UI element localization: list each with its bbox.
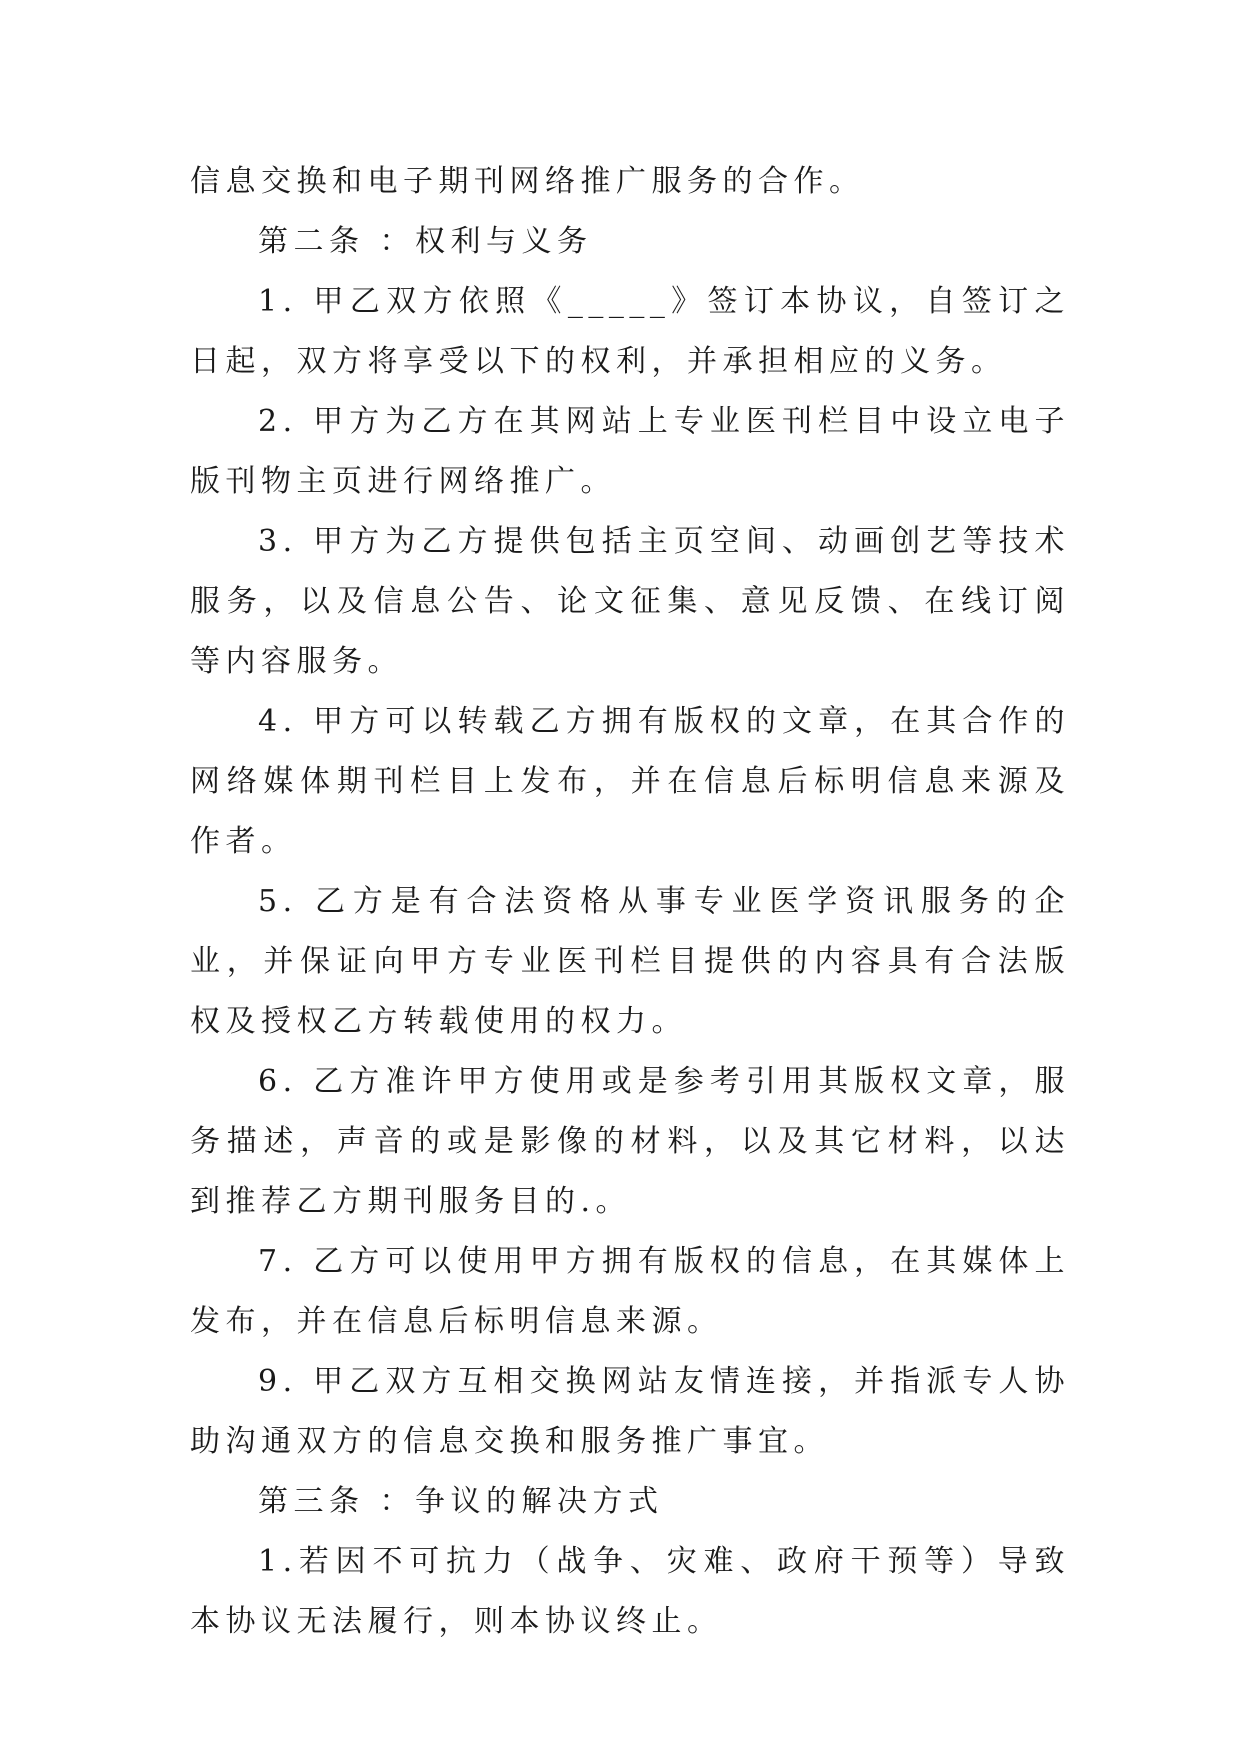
clause-2-6: 6. 乙方准许甲方使用或是参考引用其版权文章，服务描述，声音的或是影像的材料，以及其它材料，以达到推荐乙方期刊服务目的.。 [190, 1064, 1070, 1219]
clause-2-7: 7. 乙方可以使用甲方拥有版权的信息，在其媒体上发布，并在信息后标明信息来源。 [190, 1244, 1070, 1339]
article-heading-2: 第二条 ：权利与义务 [258, 224, 593, 259]
clause-2-4: 4. 甲方可以转载乙方拥有版权的文章，在其合作的网络媒体期刊栏目上发布，并在信息后标明信息来源及作者。 [190, 704, 1070, 859]
document-body [190, 152, 1070, 1652]
article-heading-3: 第三条 ：争议的解决方式 [258, 1484, 664, 1519]
clause-2-3: 3. 甲方为乙方提供包括主页空间、动画创艺等技术服务，以及信息公告、论文征集、意见反馈、在线订阅等内容服务。 [190, 524, 1070, 679]
clause-2-2: 2. 甲方为乙方在其网站上专业医刊栏目中设立电子版刊物主页进行网络推广。 [190, 404, 1070, 499]
clause-2-5: 5. 乙方是有合法资格从事专业医学资讯服务的企业，并保证向甲方专业医刊栏目提供的内容具有合法版权及授权乙方转载使用的权力。 [190, 884, 1070, 1039]
clause-2-1: 1. 甲乙双方依照《_____》签订本协议，自签订之日起，双方将享受以下的权利，并承担相应的义务。 [190, 284, 1070, 379]
clause-2-9: 9. 甲乙双方互相交换网站友情连接，并指派专人协助沟通双方的信息交换和服务推广事宜。 [190, 1364, 1070, 1459]
clause-3-1: 1.若因不可抗力（战争、灾难、政府干预等）导致本协议无法履行，则本协议终止。 [190, 1544, 1070, 1639]
paragraph-continuation: 信息交换和电子期刊网络推广服务的合作。 [190, 164, 865, 199]
